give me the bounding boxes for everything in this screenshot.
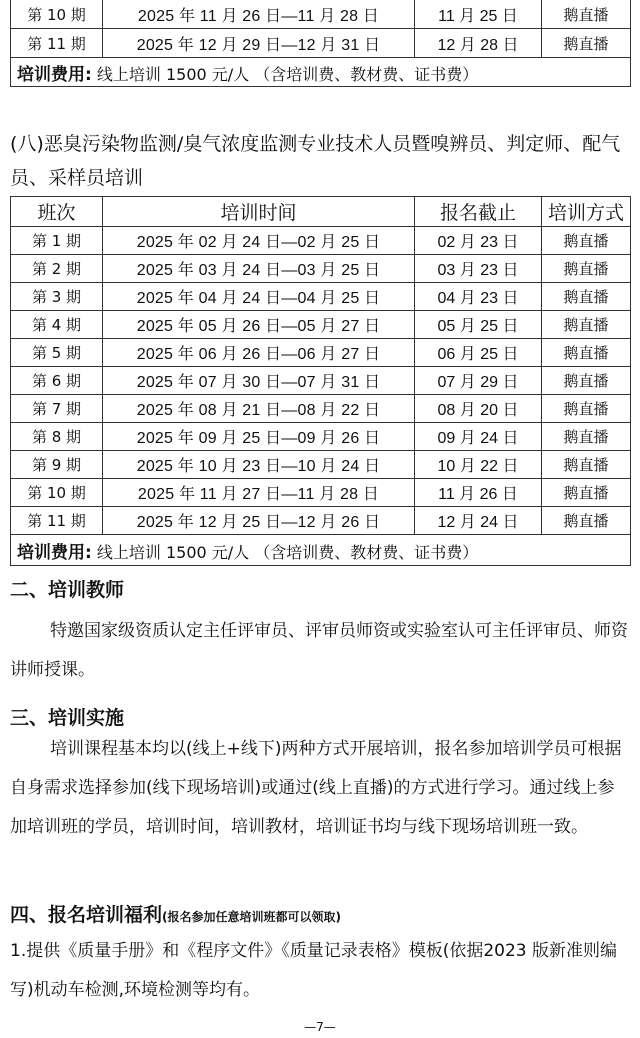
fee-row (11, 58, 631, 87)
dates-cell: 2025 年 02 月 24 日—02 月 25 日 (103, 227, 415, 255)
method-cell: 鹅直播 (542, 339, 631, 367)
table-row (11, 507, 631, 535)
table-row (11, 423, 631, 451)
table-row (11, 451, 631, 479)
table-row (11, 227, 631, 255)
deadline-cell: 07 月 29 日 (415, 367, 542, 395)
dates-cell: 2025 年 12 月 29 日—12 月 31 日 (103, 29, 415, 58)
session-cell: 第 2 期 (11, 255, 103, 283)
method-cell: 鹅直播 (542, 423, 631, 451)
session-cell: 第 10 期 (11, 0, 103, 29)
benefits-item-1: 1.提供《质量手册》和《程序文件》《质量记录表格》模板(依据2023 版新准则编写)机动车检测,环境检测等均有。 (10, 941, 618, 1000)
session-cell: 第 10 期 (11, 479, 103, 507)
method-cell: 鹅直播 (542, 29, 631, 58)
deadline-cell: 11 月 26 日 (415, 479, 542, 507)
method-cell: 鹅直播 (542, 255, 631, 283)
schedule-table-odor (10, 196, 631, 566)
dates-cell: 2025 年 11 月 26 日—11 月 28 日 (103, 0, 415, 29)
teachers-paragraph: 特邀国家级资质认定主任评审员、评审员师资或实验室认可主任评审员、师资讲师授课。 (10, 621, 628, 680)
fee-cell (11, 58, 631, 87)
table-row (11, 311, 631, 339)
dates-cell: 2025 年 05 月 26 日—05 月 27 日 (103, 311, 415, 339)
fee-cell (11, 535, 631, 566)
method-cell: 鹅直播 (542, 479, 631, 507)
table-row (11, 29, 631, 58)
teachers-heading: 二、培训教师 (10, 579, 125, 601)
session-cell: 第 9 期 (11, 451, 103, 479)
method-cell: 鹅直播 (542, 311, 631, 339)
page-number: —7— (304, 1020, 336, 1034)
table-row (11, 395, 631, 423)
column-header: 班次 (11, 197, 103, 227)
deadline-cell: 05 月 25 日 (415, 311, 542, 339)
deadline-cell: 04 月 23 日 (415, 283, 542, 311)
method-cell: 鹅直播 (542, 507, 631, 535)
session-cell: 第 4 期 (11, 311, 103, 339)
column-header: 报名截止 (415, 197, 542, 227)
method-cell: 鹅直播 (542, 283, 631, 311)
deadline-cell: 06 月 25 日 (415, 339, 542, 367)
deadline-cell: 11 月 25 日 (415, 0, 542, 29)
deadline-cell: 03 月 23 日 (415, 255, 542, 283)
deadline-cell: 10 月 22 日 (415, 451, 542, 479)
method-cell: 鹅直播 (542, 367, 631, 395)
table-row (11, 367, 631, 395)
dates-cell: 2025 年 06 月 26 日—06 月 27 日 (103, 339, 415, 367)
deadline-cell: 12 月 28 日 (415, 29, 542, 58)
deadline-cell: 08 月 20 日 (415, 395, 542, 423)
benefits-heading: 四、报名培训福利 (10, 904, 163, 926)
fee-text: 线上培训 1500 元/人 （含培训费、教材费、证书费） (96, 542, 479, 562)
method-cell: 鹅直播 (542, 451, 631, 479)
column-header: 培训时间 (103, 197, 415, 227)
session-cell: 第 6 期 (11, 367, 103, 395)
table-row (11, 283, 631, 311)
dates-cell: 2025 年 12 月 25 日—12 月 26 日 (103, 507, 415, 535)
dates-cell: 2025 年 04 月 24 日—04 月 25 日 (103, 283, 415, 311)
dates-cell: 2025 年 07 月 30 日—07 月 31 日 (103, 367, 415, 395)
implementation-heading: 三、培训实施 (10, 707, 125, 729)
session-cell: 第 8 期 (11, 423, 103, 451)
deadline-cell: 12 月 24 日 (415, 507, 542, 535)
dates-cell: 2025 年 09 月 25 日—09 月 26 日 (103, 423, 415, 451)
dates-cell: 2025 年 10 月 23 日—10 月 24 日 (103, 451, 415, 479)
benefits-note: (报名参加任意培训班都可以领取) (162, 910, 341, 924)
fee-text: 线上培训 1500 元/人 （含培训费、教材费、证书费） (96, 64, 479, 84)
fee-label: 培训费用: (17, 542, 92, 563)
session-cell: 第 7 期 (11, 395, 103, 423)
dates-cell: 2025 年 08 月 21 日—08 月 22 日 (103, 395, 415, 423)
session-cell: 第 5 期 (11, 339, 103, 367)
deadline-cell: 02 月 23 日 (415, 227, 542, 255)
benefits-heading-wrap (10, 900, 341, 927)
dates-cell: 2025 年 11 月 27 日—11 月 28 日 (103, 479, 415, 507)
fee-row (11, 535, 631, 566)
section-title: (八)恶臭污染物监测/臭气浓度监测专业技术人员暨嗅辨员、判定师、配气员、采样员培训 (10, 133, 621, 189)
dates-cell: 2025 年 03 月 24 日—03 月 25 日 (103, 255, 415, 283)
table-row (11, 0, 631, 29)
table-row (11, 339, 631, 367)
method-cell: 鹅直播 (542, 227, 631, 255)
session-cell: 第 11 期 (11, 507, 103, 535)
implementation-paragraph: 培训课程基本均以(线上+线下)两种方式开展培训，报名参加培训学员可根据自身需求选择参加(线下现场培训)或通过(线上直播)的方式进行学习。通过线上参加培训班的学员，培训时间，培训教材，培训证书均与线下现场培训班一致。 (10, 739, 622, 837)
table-row (11, 255, 631, 283)
deadline-cell: 09 月 24 日 (415, 423, 542, 451)
table-header-row (11, 197, 631, 227)
session-cell: 第 1 期 (11, 227, 103, 255)
fee-label: 培训费用: (17, 64, 92, 85)
session-cell: 第 3 期 (11, 283, 103, 311)
method-cell: 鹅直播 (542, 395, 631, 423)
session-cell: 第 11 期 (11, 29, 103, 58)
table-row (11, 479, 631, 507)
method-cell: 鹅直播 (542, 0, 631, 29)
column-header: 培训方式 (542, 197, 631, 227)
schedule-table-top (10, 0, 631, 87)
